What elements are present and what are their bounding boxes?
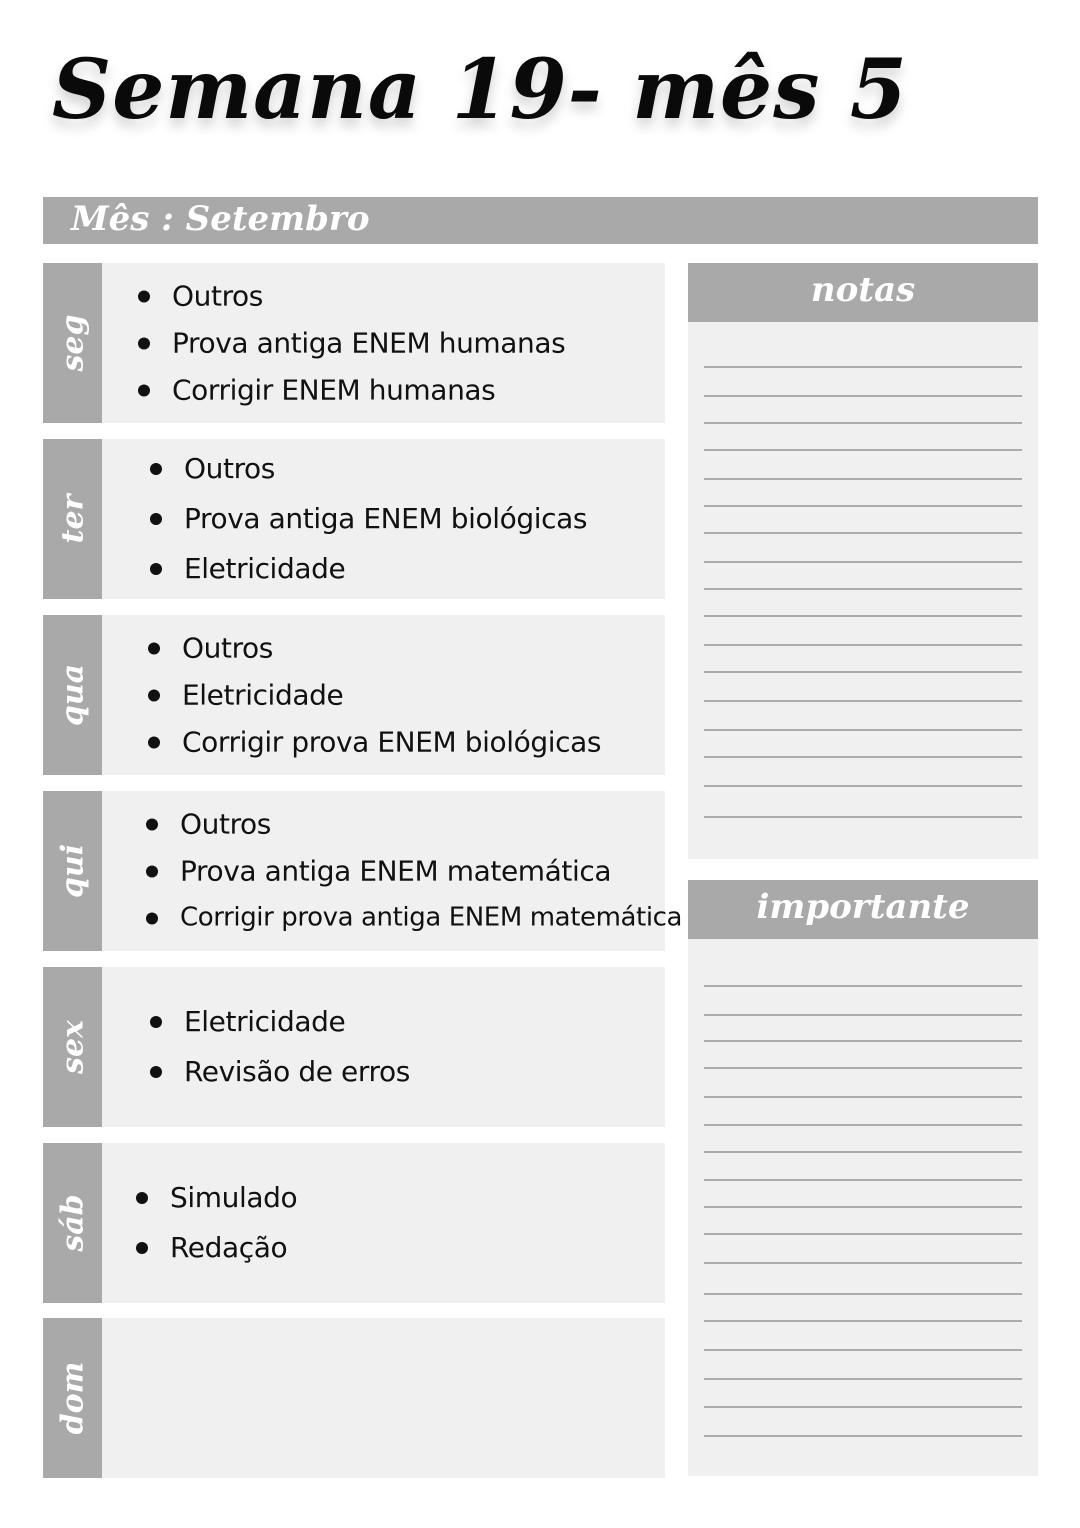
task-item: Outros [138, 273, 565, 320]
note-line [704, 1293, 1022, 1295]
day-tasks [102, 1143, 665, 1303]
month-label: Mês : Setembro [71, 199, 370, 239]
day-tab [43, 967, 102, 1127]
day-tab [43, 1318, 102, 1478]
note-line [704, 644, 1022, 646]
day-tasks [102, 1318, 665, 1478]
day-row-sab [43, 1143, 665, 1303]
task-item: Redação [136, 1223, 297, 1273]
note-line [704, 1349, 1022, 1351]
important-panel [688, 880, 1038, 1476]
day-tasks [102, 439, 665, 599]
day-row-dom [43, 1318, 665, 1478]
day-tab [43, 615, 102, 775]
note-line [704, 816, 1022, 818]
day-tab-label: sex [55, 1020, 90, 1074]
note-line [704, 1124, 1022, 1126]
day-tab-label: qui [55, 843, 90, 899]
task-item: Prova antiga ENEM biológicas [150, 494, 587, 544]
task-item: Outros [146, 801, 682, 848]
day-tab-label: seg [55, 314, 90, 372]
note-line [704, 1206, 1022, 1208]
task-item: Corrigir prova ENEM biológicas [148, 719, 601, 766]
note-line [704, 1040, 1022, 1042]
note-line [704, 1096, 1022, 1098]
task-item: Prova antiga ENEM humanas [138, 320, 565, 367]
day-tab [43, 791, 102, 951]
note-line [704, 588, 1022, 590]
task-item: Eletricidade [148, 672, 601, 719]
note-line [704, 449, 1022, 451]
task-item: Simulado [136, 1173, 297, 1223]
note-line [704, 1320, 1022, 1322]
note-line [704, 478, 1022, 480]
month-bar [43, 197, 1038, 244]
note-line [704, 561, 1022, 563]
day-row-ter [43, 439, 665, 599]
day-tab-label: qua [55, 663, 90, 727]
day-row-seg [43, 263, 665, 423]
day-tab [43, 1143, 102, 1303]
note-line [704, 422, 1022, 424]
note-line [704, 671, 1022, 673]
day-tab-label: sáb [55, 1194, 90, 1252]
note-line [704, 1435, 1022, 1437]
note-line [704, 615, 1022, 617]
note-line [704, 1151, 1022, 1153]
notes-title: notas [810, 270, 916, 310]
note-line [704, 532, 1022, 534]
note-line [704, 1014, 1022, 1016]
note-line [704, 1262, 1022, 1264]
task-item: Eletricidade [150, 544, 587, 594]
day-tasks [102, 263, 665, 423]
task-item: Revisão de erros [150, 1047, 410, 1097]
day-tasks [102, 615, 665, 775]
task-item: Outros [150, 444, 587, 494]
task-item: Eletricidade [150, 997, 410, 1047]
day-tab [43, 439, 102, 599]
important-title: importante [756, 887, 970, 927]
day-row-qua [43, 615, 665, 775]
note-line [704, 1067, 1022, 1069]
note-line [704, 505, 1022, 507]
task-item: Corrigir prova antiga ENEM matemática [146, 895, 682, 942]
task-item: Outros [148, 625, 601, 672]
task-item: Corrigir ENEM humanas [138, 367, 565, 414]
note-line [704, 756, 1022, 758]
note-line [704, 729, 1022, 731]
day-tasks [102, 791, 683, 951]
day-row-sex [43, 967, 665, 1127]
note-line [704, 985, 1022, 987]
note-line [704, 700, 1022, 702]
task-item: Prova antiga ENEM matemática [146, 848, 682, 895]
note-line [704, 785, 1022, 787]
note-line [704, 1179, 1022, 1181]
note-line [704, 366, 1022, 368]
notes-panel [688, 263, 1038, 859]
day-tab [43, 263, 102, 423]
day-row-qui [43, 791, 683, 951]
day-tab-label: dom [55, 1361, 90, 1435]
note-line [704, 1378, 1022, 1380]
note-line [704, 1406, 1022, 1408]
page-title: Semana 19- mês 5 [52, 42, 908, 138]
notes-header [688, 263, 1038, 322]
note-line [704, 395, 1022, 397]
day-tasks [102, 967, 665, 1127]
day-tab-label: ter [55, 494, 90, 544]
note-line [704, 1233, 1022, 1235]
important-header [688, 880, 1038, 939]
